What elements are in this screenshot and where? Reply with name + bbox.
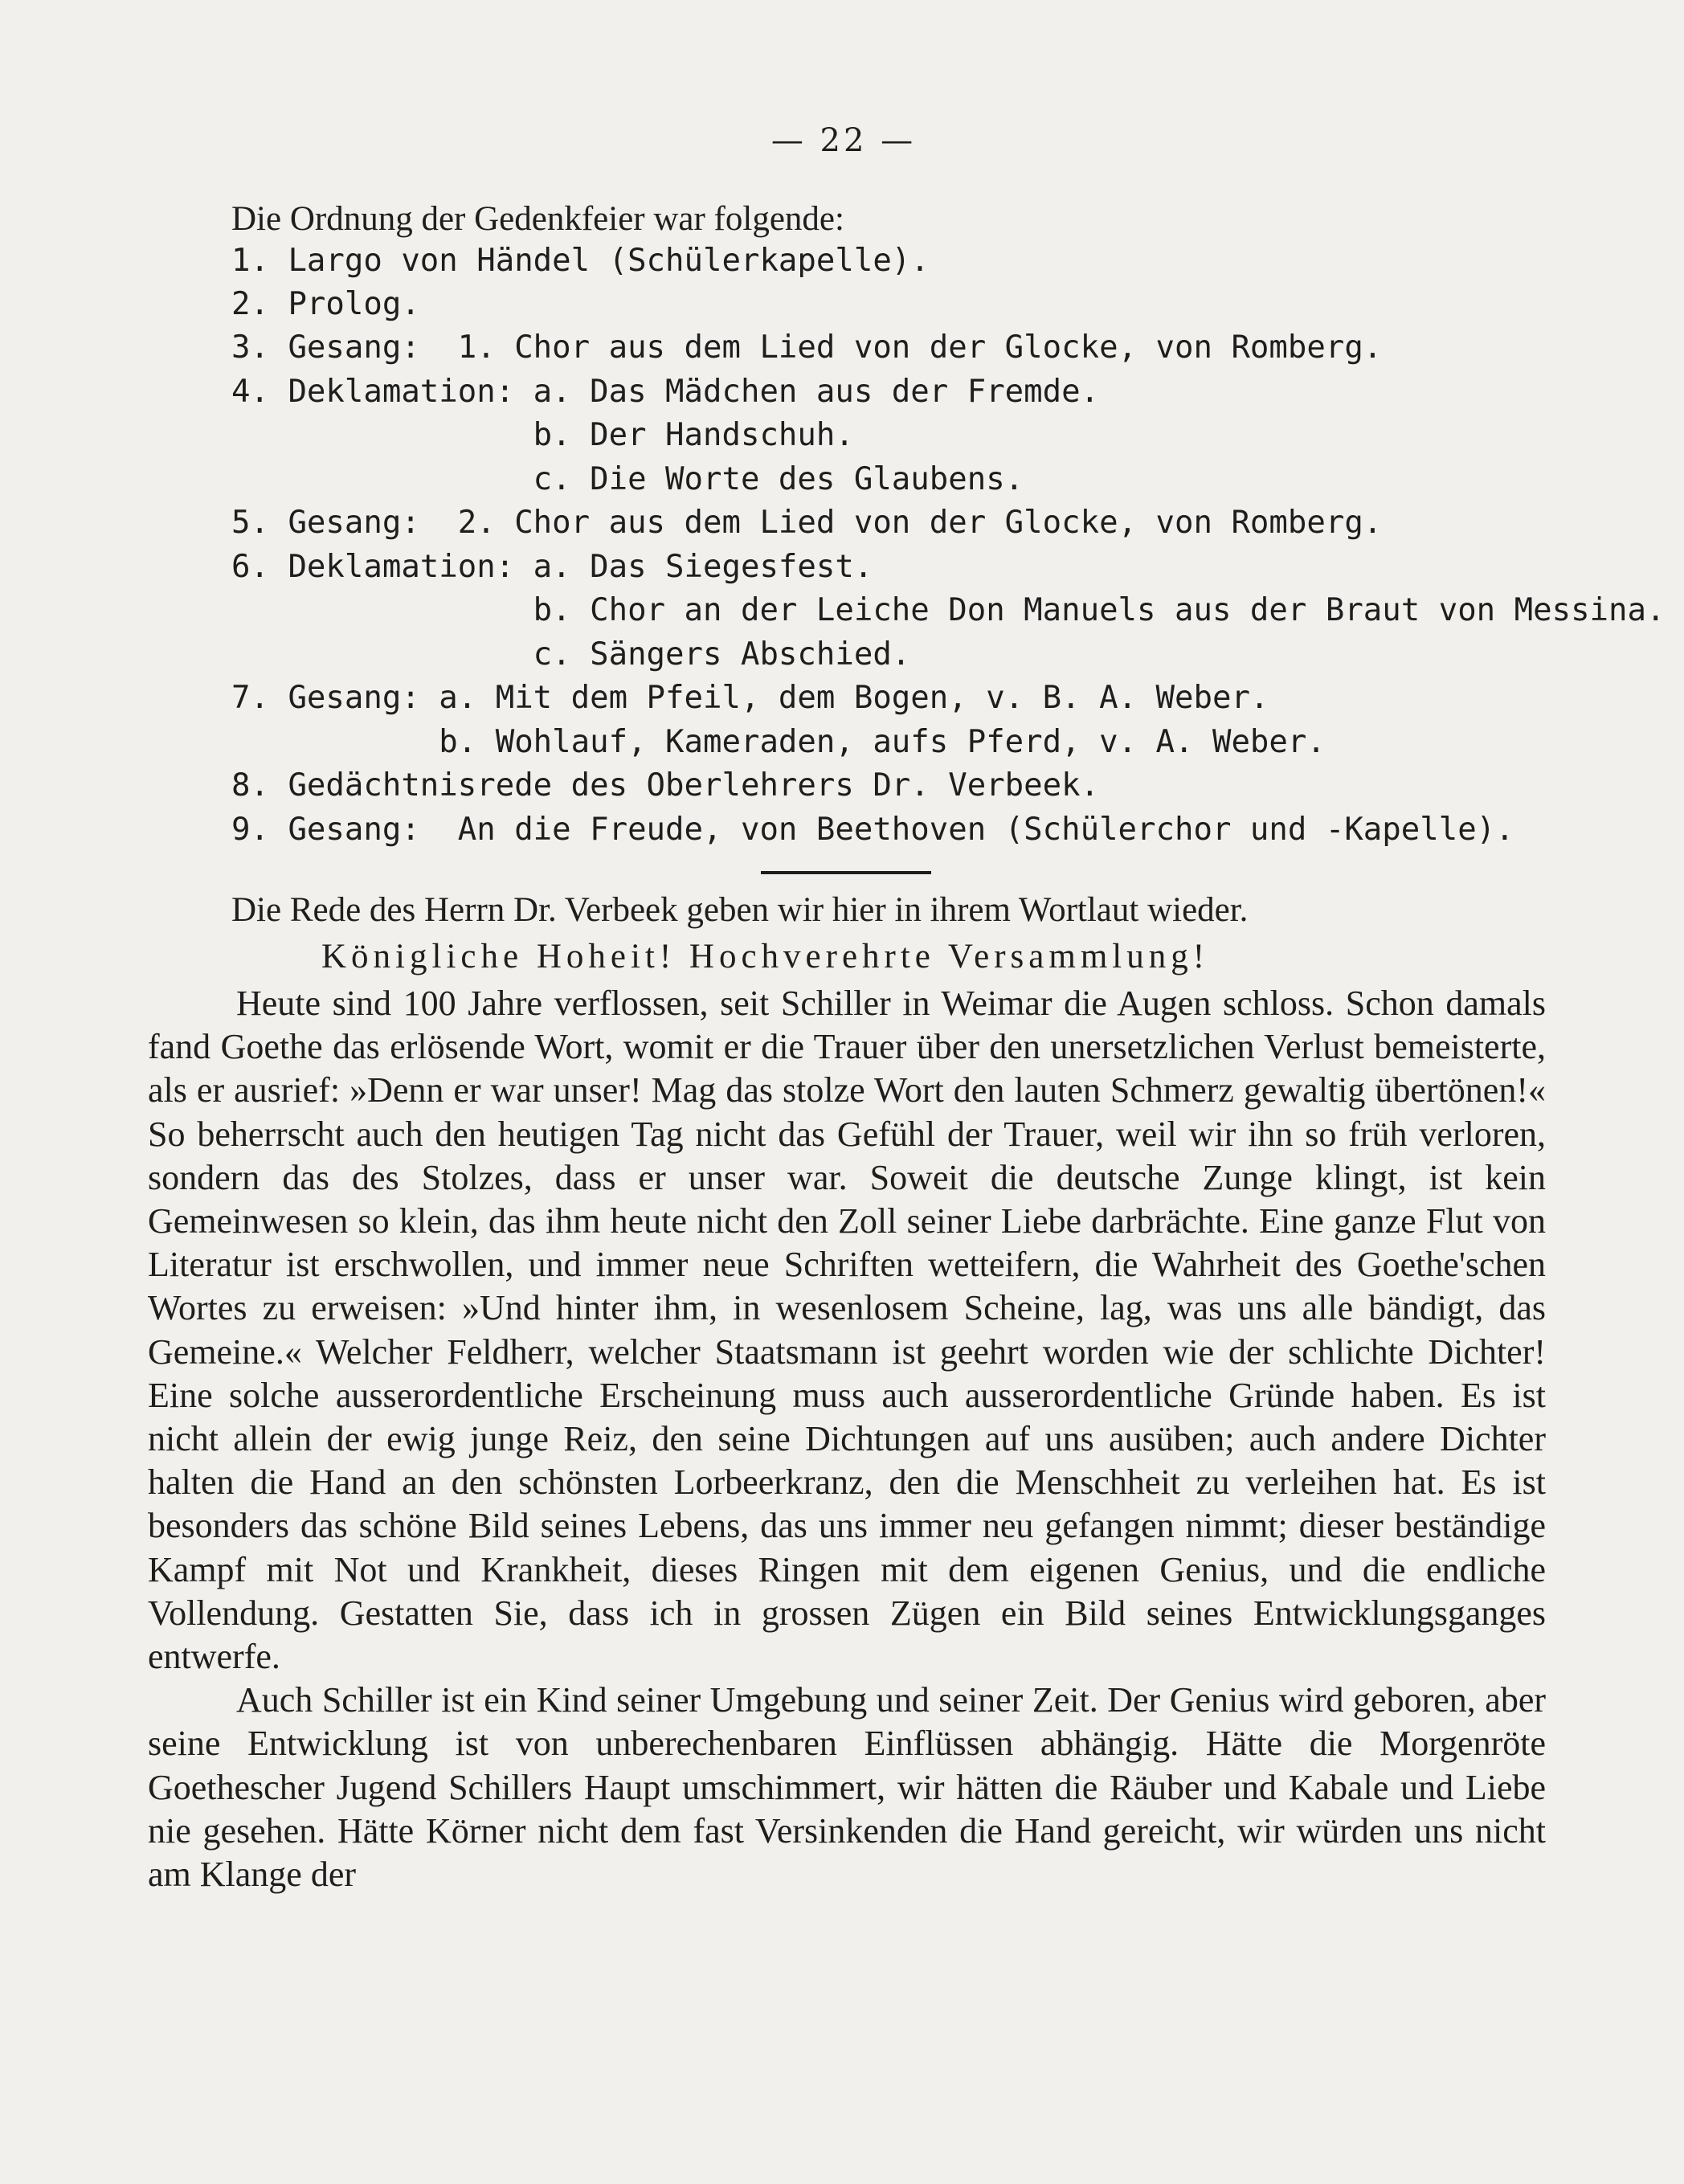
program-item: b. Wohlauf, Kameraden, aufs Pferd, v. A. Weber. <box>231 724 1326 760</box>
program-item: 8. Gedächtnisrede des Oberlehrers Dr. Verbeek. <box>231 767 1100 804</box>
program-item: 3. Gesang: 1. Chor aus dem Lied von der Glocke, von Romberg. <box>231 329 1383 366</box>
program-item: b. Chor an der Leiche Don Manuels aus der Braut von Messina. <box>231 592 1666 628</box>
program-item: 2. Prolog. <box>231 286 420 322</box>
speech-paragraph: Heute sind 100 Jahre verflossen, seit Schiller in Weimar die Augen schloss. Schon damals fand Goethe das erlösende Wort, womit er die Trauer über den unersetzlichen Verlust bemeisterte, als er ausrief: »Denn er war unser! Mag das stolze Wort den lauten Schmerz gewaltig übertönen!« So beherrscht auch den heutigen Tag nicht das Gefühl der Trauer, weil wir ihn so früh verloren, sondern das des Stolzes, dass er unser war. Soweit die deutsche Zunge klingt, ist kein Gemeinwesen so klein, das ihm heute nicht den Zoll seiner Liebe darbrächte. Eine ganze Flut von Literatur ist erschwollen, und immer neue Schriften wetteifern, die Wahrheit des Goethe'schen Wortes zu erweisen: »Und hinter ihm, in wesenlosem Scheine, lag, was uns alle bändigt, das Gemeine.« Welcher Feldherr, welcher Staatsmann ist geehrt worden wie der schlichte Dichter! Eine solche ausserordentliche Erscheinung muss auch ausserordentliche Gründe haben. Es ist nicht allein der ewig junge Reiz, den seine Dichtungen auf uns ausüben; auch andere Dichter halten die Hand an den schönsten Lorbeerkranz, den die Menschheit zu verleihen hat. Es ist besonders das schöne Bild seines Lebens, das uns immer neu gefangen nimmt; dieser beständige Kampf mit Not und Krankheit, dieses Ringen mit dem eigenen Genius, und die endliche Vollendung. Gestatten Sie, dass ich in grossen Zügen ein Bild seines Entwicklungsganges entwerfe. <box>148 984 1546 1677</box>
section-divider <box>761 871 931 874</box>
program-item: c. Sängers Abschied. <box>231 636 911 673</box>
program-item: c. Die Worte des Glaubens. <box>231 461 1024 497</box>
speech-body <box>148 982 1546 1896</box>
program-item: 9. Gesang: An die Freude, von Beethoven (Schülerchor und -Kapelle). <box>231 812 1514 848</box>
program-item: 6. Deklamation: a. Das Siegesfest. <box>231 549 873 585</box>
program-item: 4. Deklamation: a. Das Mädchen aus der Fremde. <box>231 374 1100 410</box>
page-number: — 22 — <box>770 122 917 159</box>
speech-salutation: Königliche Hoheit! Hochverehrte Versammlung! <box>321 938 1210 975</box>
program-item: b. Der Handschuh. <box>231 417 854 453</box>
program-item: 5. Gesang: 2. Chor aus dem Lied von der Glocke, von Romberg. <box>231 505 1383 541</box>
program-item: 7. Gesang: a. Mit dem Pfeil, dem Bogen, v. B. A. Weber. <box>231 680 1269 716</box>
program-heading: Die Ordnung der Gedenkfeier war folgende: <box>231 200 844 238</box>
speech-intro: Die Rede des Herrn Dr. Verbeek geben wir hier in ihrem Wortlaut wieder. <box>231 891 1249 929</box>
program-item: 1. Largo von Händel (Schülerkapelle). <box>231 243 930 279</box>
speech-paragraph: Auch Schiller ist ein Kind seiner Umgebung und seiner Zeit. Der Genius wird geboren, aber seine Entwicklung ist von unberechenbaren Einflüssen abhängig. Hätte die Morgenröte Goethescher Jugend Schillers Haupt umschimmert, wir hätten die Räuber und Kabale und Liebe nie gesehen. Hätte Körner nicht dem fast Versinkenden die Hand gereicht, wir würden uns nicht am Klange der <box>148 1680 1546 1895</box>
